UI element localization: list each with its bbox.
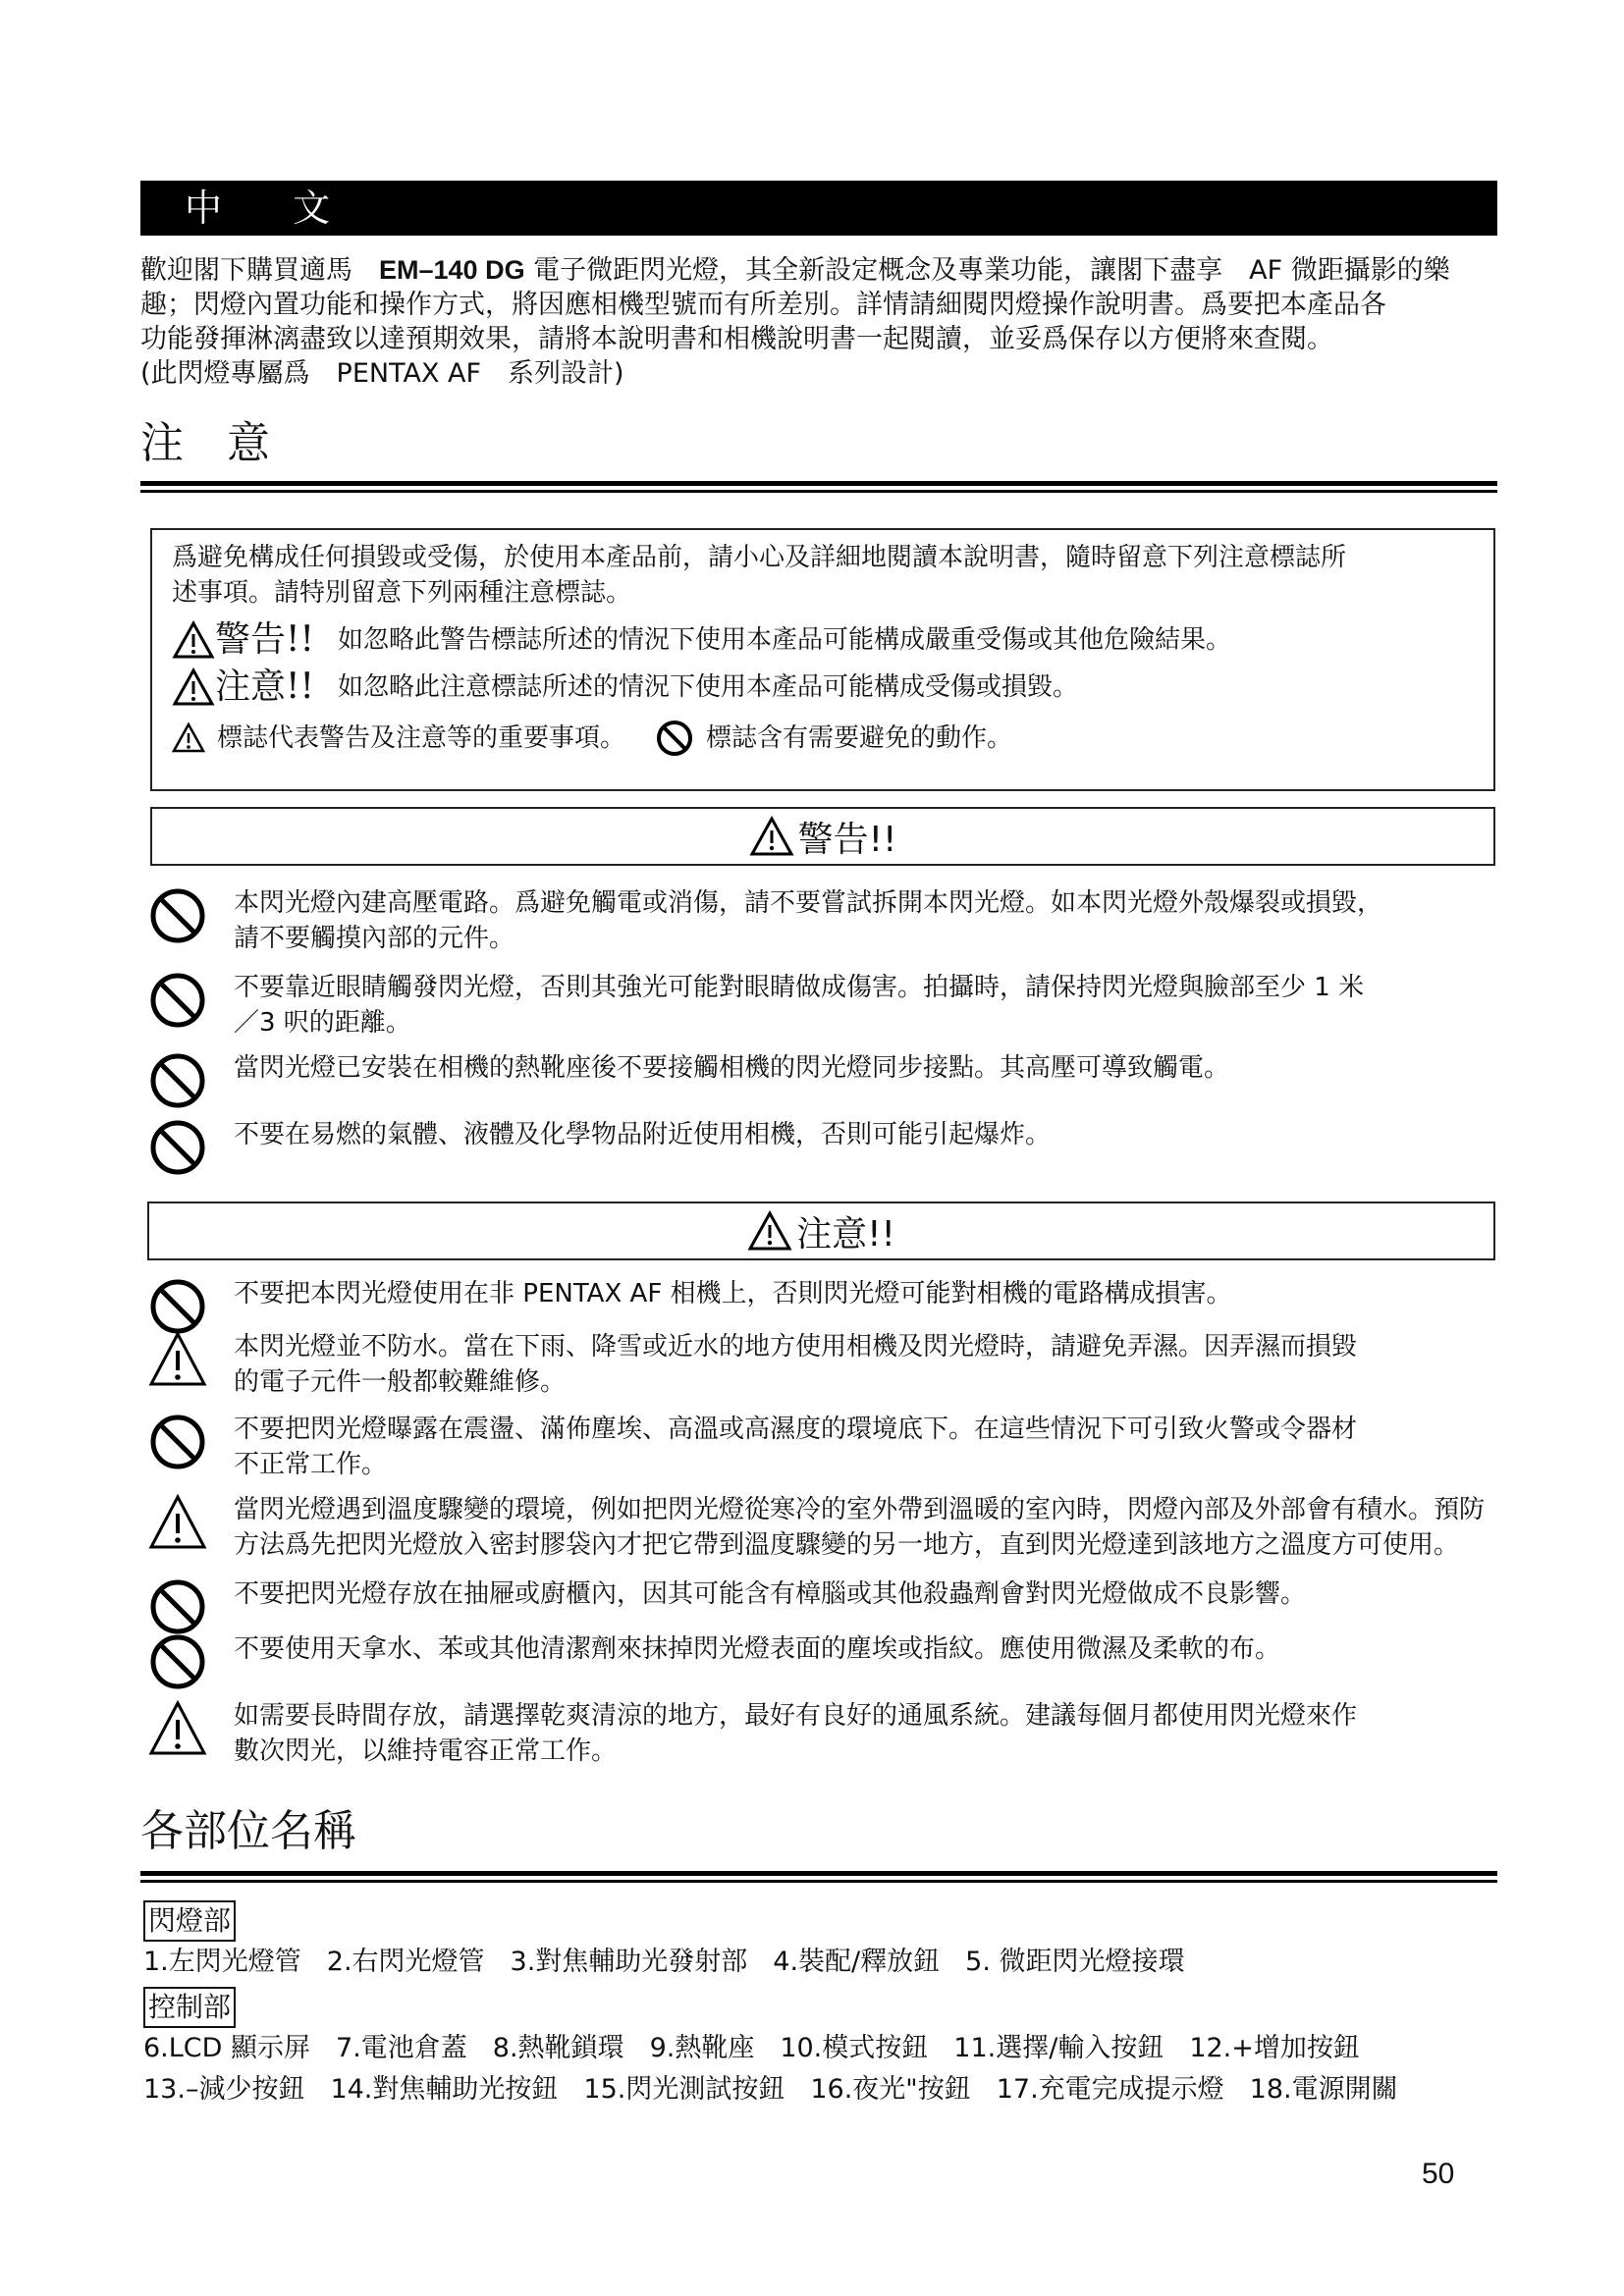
- prohibited-icon: [147, 1050, 208, 1111]
- control-parts-list-2: [143, 2071, 1424, 2109]
- warning-title-triangle-icon: [749, 816, 794, 857]
- item-icons: [147, 1412, 216, 1472]
- intro-line-1-post: 電子微距閃光燈，其全新設定概念及專業功能，讓閣下盡享 AF 微距攝影的樂: [533, 255, 1450, 286]
- item-icons: [147, 1631, 216, 1692]
- item-text-line: 方法爲先把閃光燈放入密封膠袋內才把它帶到溫度驟變的另一地方，直到閃光燈達到該地方之溫度方可使用。: [234, 1530, 1460, 1560]
- part-label: 18.電源開關: [1249, 2074, 1398, 2105]
- item-icons: [147, 1576, 216, 1637]
- caution-label: 注意!!: [215, 667, 314, 707]
- item-text-line: 請不要觸摸內部的元件。: [234, 924, 515, 953]
- prohibited-icon: [147, 970, 208, 1031]
- intro-line-2: 趣；閃燈內置功能和操作方式，將因應相機型號而有所差別。詳情請細閱閃燈操作說明書。爲要把本產品各: [140, 290, 1386, 320]
- prohibited-icon: [147, 1276, 208, 1337]
- prohibited-icon: [147, 885, 208, 946]
- intro-paragraph: [140, 253, 1505, 391]
- part-label: 8.熱靴鎖環: [492, 2033, 624, 2063]
- caution-title-box: [147, 1201, 1495, 1260]
- item-icons: [147, 1050, 216, 1111]
- page-number: 50: [1422, 2158, 1455, 2190]
- caution-heading-rule: [140, 481, 1497, 493]
- item-text-line: 不要靠近眼睛觸發閃光燈，否則其強光可能對眼睛做成傷害。拍攝時，請保持閃光燈與臉部至少 1 米: [234, 973, 1365, 1002]
- item-text-line: 不要把閃光燈存放在抽屜或廚櫃內，因其可能含有樟腦或其他殺蟲劑會對閃光燈做成不良影響。: [234, 1579, 1307, 1609]
- item-text: [234, 885, 1492, 956]
- part-label: 16.夜光"按鈕: [810, 2074, 971, 2105]
- warning-definition: [172, 620, 1474, 660]
- part-label: 9.熱靴座: [649, 2033, 755, 2063]
- legend-triangle-icon: [172, 722, 205, 754]
- caution-triangle-icon: [147, 1329, 208, 1390]
- part-label: 13.–減少按鈕: [143, 2074, 305, 2105]
- item-text-line: 本閃光燈並不防水。當在下雨、降雪或近水的地方使用相機及閃光燈時，請避免弄濕。因弄濕而損毀: [234, 1332, 1358, 1362]
- part-label: 3.對焦輔助光發射部: [510, 1947, 748, 1977]
- part-label: 4.裝配/釋放鈕: [773, 1947, 941, 1977]
- legend-prohibit-icon: [655, 719, 694, 758]
- item-text-line: 當閃光燈遇到溫度驟變的環境，例如把閃光燈從寒冷的室外帶到溫暖的室內時，閃燈內部及外部會有積水。預防: [234, 1495, 1486, 1524]
- item-icons: [147, 1329, 216, 1390]
- item-text: [234, 1117, 1492, 1152]
- caution-triangle-icon: [172, 667, 215, 707]
- warning-title: 警告!!: [797, 819, 897, 860]
- warning-label: 警告!!: [215, 619, 314, 660]
- parts-heading-rule: [140, 1871, 1497, 1883]
- intro-line-3: 功能發揮淋漓盡致以達預期效果，請將本說明書和相機說明書一起閱讀，並妥爲保存以方便將來查閱。: [140, 324, 1333, 354]
- part-label: 5. 微距閃光燈接環: [965, 1947, 1185, 1977]
- item-text-line: 如需要長時間存放，請選擇乾爽清涼的地方，最好有良好的通風系統。建議每個月都使用閃光燈來作: [234, 1701, 1358, 1731]
- part-label: 1.左閃光燈管: [143, 1947, 301, 1977]
- legend-triangle-text: 標誌代表警告及注意等的重要事項。: [217, 723, 626, 753]
- product-model: EM–140 DG: [379, 255, 525, 285]
- legend-prohibit-text: 標誌含有需要避免的動作。: [706, 723, 1013, 753]
- intro-line-4: (此閃燈專屬爲 PENTAX AF 系列設計): [140, 358, 624, 389]
- item-text-line: ／3 呎的距離。: [234, 1008, 411, 1038]
- item-text-line: 的電子元件一般都較難維修。: [234, 1367, 567, 1397]
- caution-definition-text: 如忽略此注意標誌所述的情況下使用本產品可能構成受傷或損毀。: [337, 672, 1078, 702]
- item-text-line: 不要把閃光燈曝露在震盪、滿佈塵埃、高溫或高濕度的環境底下。在這些情況下可引致火警或令器材: [234, 1415, 1358, 1444]
- item-icons: [147, 1492, 216, 1553]
- part-label: 15.閃光測試按鈕: [583, 2074, 785, 2105]
- caution-triangle-icon: [147, 1492, 208, 1553]
- control-parts-list-1: [143, 2030, 1385, 2067]
- caution-triangle-icon: [147, 1698, 208, 1759]
- part-label: 10.模式按鈕: [780, 2033, 929, 2063]
- caution-title: 注意!!: [796, 1213, 895, 1255]
- item-text: [234, 1050, 1492, 1086]
- item-text: [234, 1329, 1492, 1400]
- item-text-line: 當閃光燈已安裝在相機的熱靴座後不要接觸相機的閃光燈同步接點。其高壓可導致觸電。: [234, 1053, 1230, 1083]
- item-icons: [147, 1698, 216, 1759]
- prohibited-icon: [147, 1576, 208, 1637]
- control-section: [143, 1987, 236, 2028]
- part-label: 6.LCD 顯示屏: [143, 2033, 311, 2063]
- item-text: [234, 1492, 1492, 1563]
- caution-heading: 注 意: [140, 418, 270, 468]
- language-title: 中 文: [185, 187, 360, 230]
- part-label: 17.充電完成提示燈: [996, 2074, 1224, 2105]
- item-text-line: 不要把本閃光燈使用在非 PENTAX AF 相機上，否則閃光燈可能對相機的電路構成損害。: [234, 1279, 1232, 1308]
- intro-line-1: [140, 253, 1505, 288]
- notice-box: [150, 528, 1495, 791]
- item-text: [234, 1276, 1492, 1311]
- item-text: [234, 1631, 1492, 1667]
- warning-definition-text: 如忽略此警告標誌所述的情況下使用本產品可能構成嚴重受傷或其他危險結果。: [337, 625, 1231, 655]
- control-label: 控制部: [143, 1987, 236, 2028]
- item-text-line: 數次閃光，以維持電容正常工作。: [234, 1736, 618, 1766]
- warning-triangle-icon: [172, 620, 215, 660]
- item-icons: [147, 970, 216, 1031]
- flash-parts-list: [143, 1944, 1211, 1981]
- notice-line-1: 爲避免構成任何損毀或受傷，於使用本產品前，請小心及詳細地閱讀本說明書，隨時留意下列注意標誌所: [172, 543, 1347, 572]
- item-text: [234, 970, 1492, 1041]
- item-text: [234, 1698, 1492, 1769]
- flash-section: [143, 1900, 236, 1942]
- item-text-line: 不要在易燃的氣體、液體及化學物品附近使用相機，否則可能引起爆炸。: [234, 1120, 1052, 1149]
- item-icons: [147, 1117, 216, 1178]
- caution-title-triangle-icon: [747, 1210, 792, 1252]
- prohibited-icon: [147, 1631, 208, 1692]
- item-text-line: 不正常工作。: [234, 1450, 388, 1479]
- language-header-bar: [140, 181, 1497, 236]
- symbol-legend: [172, 719, 1474, 758]
- notice-line-2: 述事項。請特別留意下列兩種注意標誌。: [172, 578, 632, 608]
- part-label: 7.電池倉蓋: [336, 2033, 467, 2063]
- item-icons: [147, 885, 216, 946]
- intro-line-1-pre: 歡迎閣下購買適馬: [140, 255, 352, 286]
- part-label: 12.+增加按鈕: [1189, 2033, 1360, 2063]
- item-text-line: 不要使用天拿水、苯或其他清潔劑來抹掉閃光燈表面的塵埃或指紋。應使用微濕及柔軟的布。: [234, 1634, 1281, 1664]
- prohibited-icon: [147, 1117, 208, 1178]
- caution-definition: [172, 667, 1474, 707]
- item-text: [234, 1412, 1492, 1482]
- part-label: 11.選擇/輸入按鈕: [953, 2033, 1164, 2063]
- flash-label: 閃燈部: [143, 1900, 236, 1942]
- prohibited-icon: [147, 1412, 208, 1472]
- item-icons: [147, 1276, 216, 1337]
- warning-title-box: [150, 807, 1495, 866]
- parts-heading: 各部位名稱: [140, 1806, 356, 1856]
- item-text-line: 本閃光燈內建高壓電路。爲避免觸電或消傷，請不要嘗試拆開本閃光燈。如本閃光燈外殼爆裂或損毀，: [234, 888, 1383, 918]
- part-label: 14.對焦輔助光按鈕: [330, 2074, 559, 2105]
- item-text: [234, 1576, 1492, 1612]
- part-label: 2.右閃光燈管: [326, 1947, 485, 1977]
